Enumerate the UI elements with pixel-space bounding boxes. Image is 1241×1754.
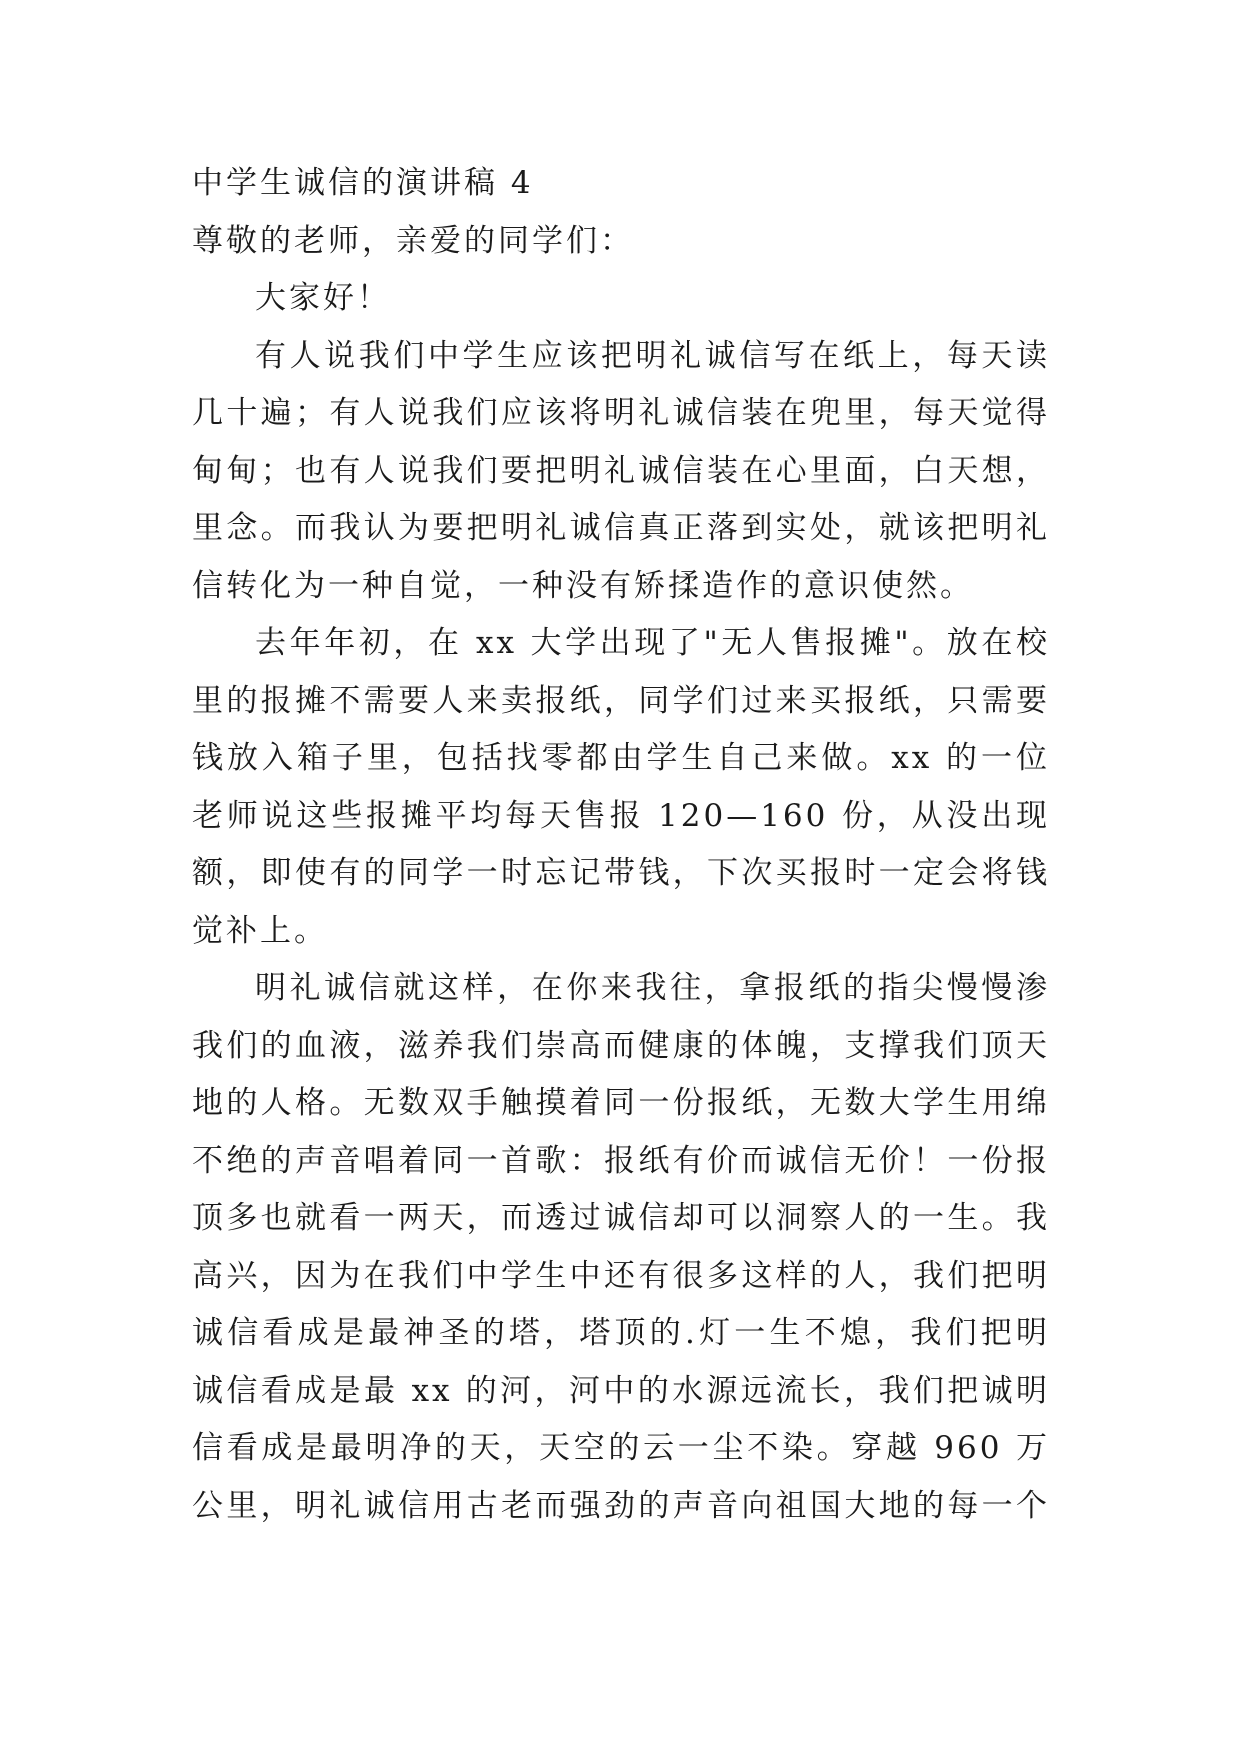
text-line: 顶多也就看一两天，而透过诚信却可以洞察人的一生。我 [192,1200,1050,1236]
text-line: 觉补上。 [192,912,328,949]
document-title: 中学生诚信的演讲稿 4 [192,165,534,201]
text-line: 不绝的声音唱着同一首歌：报纸有价而诚信无价！一份报 [192,1142,1050,1179]
text-line: 地的人格。无数双手触摸着同一份报纸，无数大学生用绵 [192,1085,1050,1121]
text-line: 公里，明礼诚信用古老而强劲的声音向祖国大地的每一个 [192,1487,1050,1524]
text-line: 额，即使有的同学一时忘记带钱，下次买报时一定会将钱 [192,855,1050,891]
text-line: 老师说这些报摊平均每天售报 120—160 份，从没出现 [192,797,1050,834]
text-line: 里的报摊不需要人来卖报纸，同学们过来买报纸，只需要 [192,682,1050,719]
text-line: 诚信看成是最神圣的塔，塔顶的.灯一生不熄，我们把明 [192,1315,1050,1351]
text-line: 有人说我们中学生应该把明礼诚信写在纸上，每天读 [255,337,1050,374]
text-line: 信转化为一种自觉，一种没有矫揉造作的意识使然。 [192,567,974,604]
text-line: 高兴，因为在我们中学生中还有很多这样的人，我们把明 [192,1257,1050,1294]
text-line: 钱放入箱子里，包括找零都由学生自己来做。xx 的一位 [192,740,1050,776]
salutation: 尊敬的老师，亲爱的同学们： [192,222,634,259]
greeting: 大家好！ [255,280,391,316]
text-line: 信看成是最明净的天，天空的云一尘不染。穿越 960 万 [192,1430,1050,1466]
text-line: 里念。而我认为要把明礼诚信真正落到实处，就该把明礼 [192,510,1050,546]
text-line: 甸甸；也有人说我们要把明礼诚信装在心里面，白天想， [192,452,1050,489]
text-line: 明礼诚信就这样，在你来我往，拿报纸的指尖慢慢渗 [255,970,1050,1006]
document-body [192,155,1050,1535]
speech-paragraphs [192,328,1050,1536]
text-line: 几十遍；有人说我们应该将明礼诚信装在兜里，每天觉得 [192,395,1050,431]
text-line: 诚信看成是最 xx 的河，河中的水源远流长，我们把诚明 [192,1372,1050,1409]
text-line: 我们的血液，滋养我们崇高而健康的体魄，支撑我们顶天 [192,1027,1050,1064]
text-line: 去年年初，在 xx 大学出现了"无人售报摊"。放在校 [255,625,1050,661]
